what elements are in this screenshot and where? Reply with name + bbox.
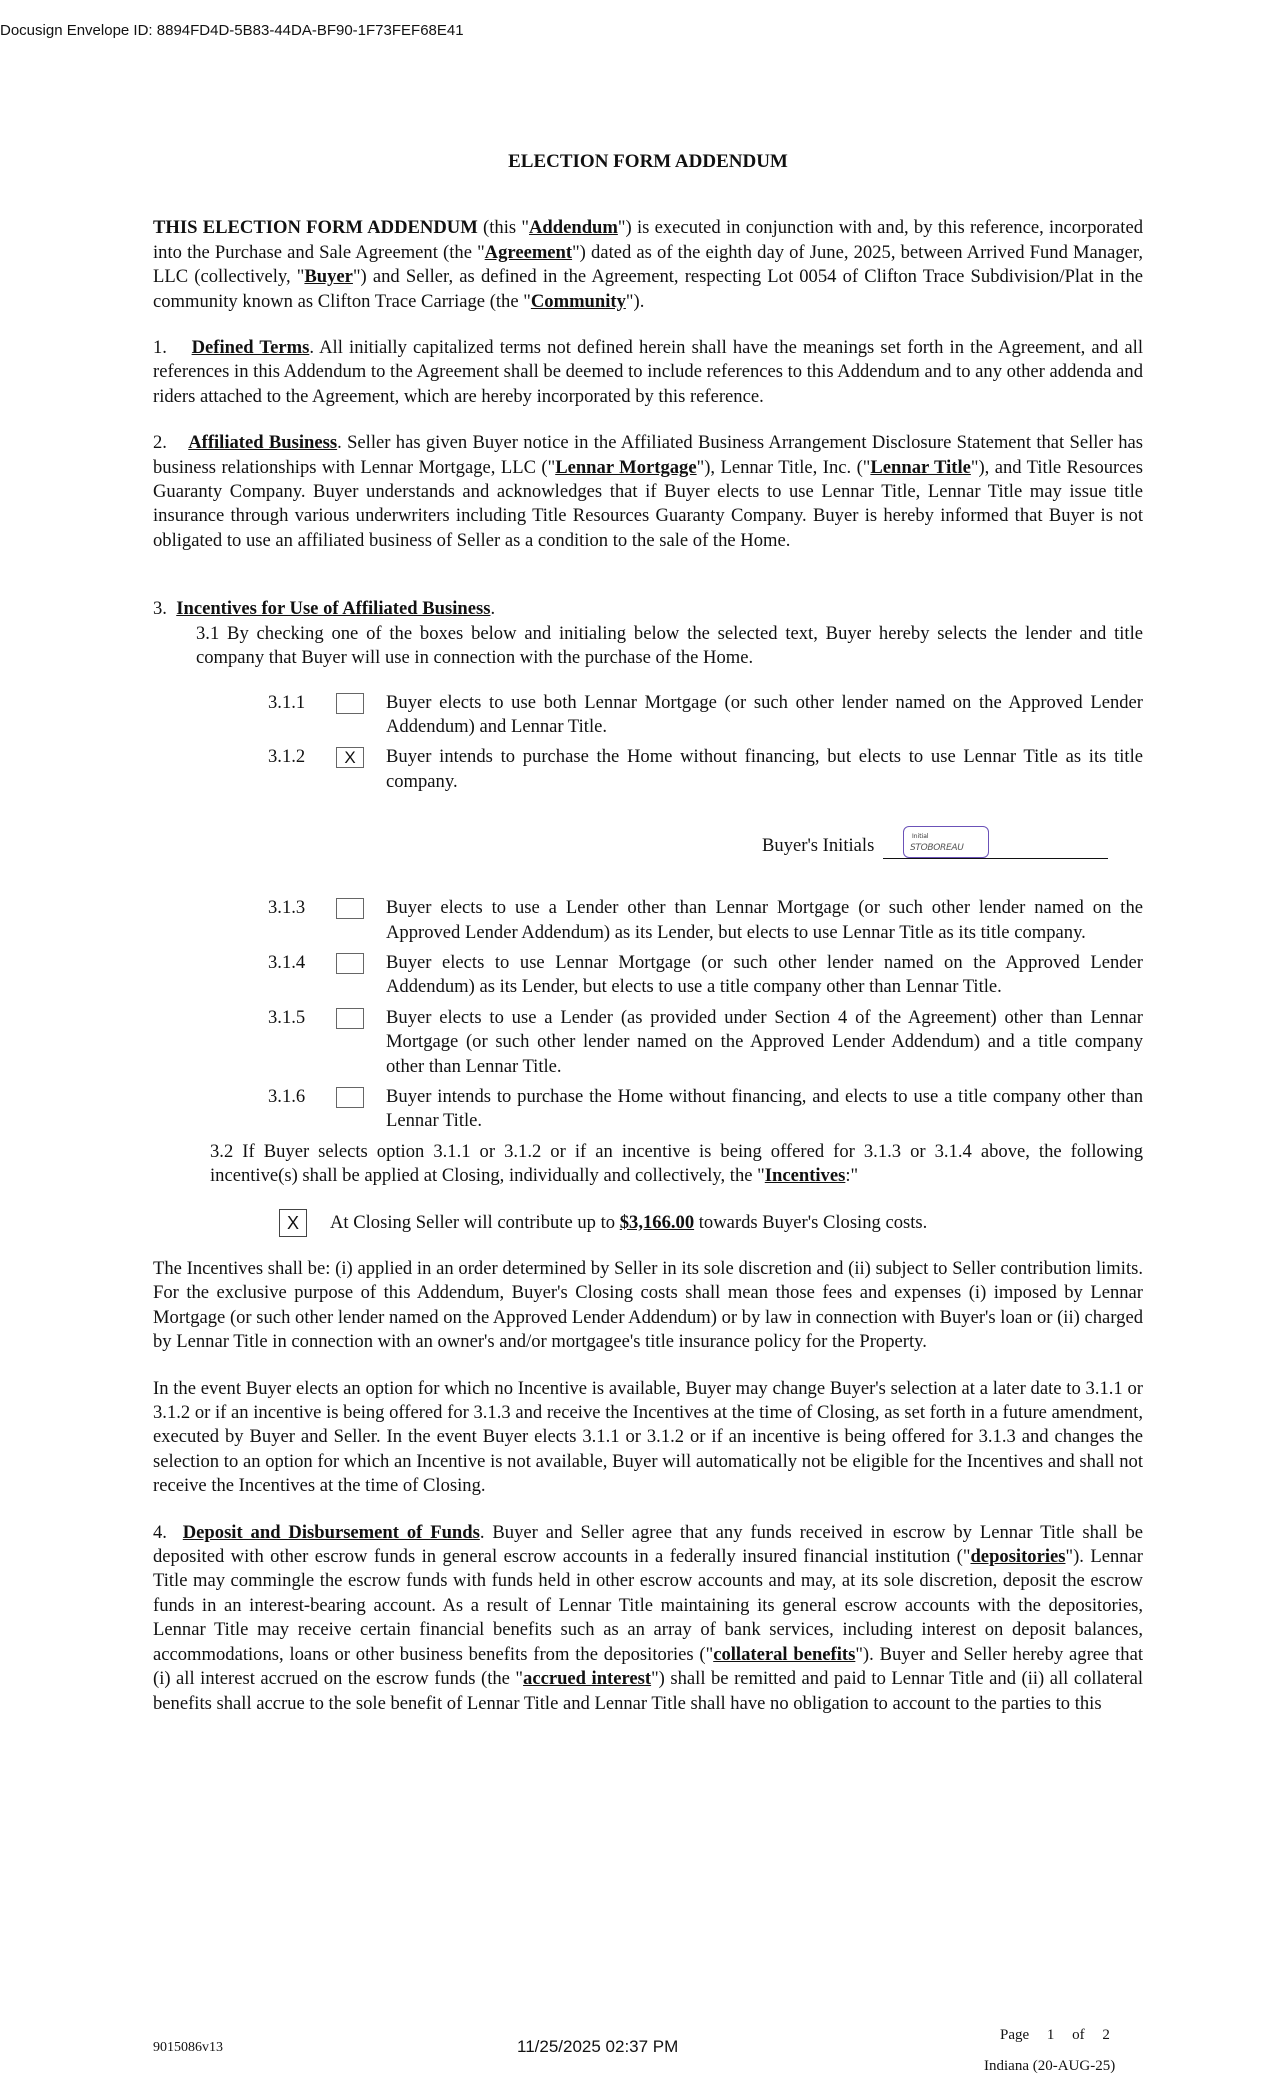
intro-lead: THIS ELECTION FORM ADDENDUM bbox=[153, 217, 478, 239]
option-number: 3.1.5 bbox=[268, 1006, 306, 1028]
incentive-row bbox=[153, 1211, 1143, 1235]
section-4 bbox=[153, 1521, 1143, 1716]
section-heading: Deposit and Disbursement of Funds bbox=[182, 1521, 480, 1543]
incentive-amount: $3,166.00 bbox=[619, 1211, 695, 1233]
option-number: 3.1.2 bbox=[268, 746, 306, 768]
envelope-id: Docusign Envelope ID: 8894FD4D-5B83-44DA-BF90-1F73FEF68E41 bbox=[0, 22, 464, 39]
option-number: 3.1.4 bbox=[268, 951, 306, 973]
option-3-1-1 bbox=[153, 691, 1143, 740]
term-accrued-interest: accrued interest bbox=[523, 1668, 652, 1690]
page-title: ELECTION FORM ADDENDUM bbox=[508, 151, 788, 172]
intro-paragraph bbox=[153, 216, 1143, 314]
term-agreement: Agreement bbox=[484, 241, 573, 263]
option-3-1-4 bbox=[153, 951, 1143, 1000]
page-total: 2 bbox=[1102, 2027, 1110, 2043]
initials-signature-box[interactable] bbox=[903, 826, 989, 858]
option-text: Buyer elects to use both Lennar Mortgage (or such other lender named on the Approved Lender Addendum) and Lennar Title. bbox=[386, 691, 1143, 737]
paragraph-text: :" bbox=[845, 1165, 859, 1187]
option-text: Buyer elects to use a Lender other than Lennar Mortgage (or such other lender named on the Approved Lender Addendum) as its Lender, but elects to use Lennar Title as its title company. bbox=[386, 897, 1143, 943]
incentive-checkbox[interactable]: X bbox=[279, 1209, 307, 1237]
term-addendum: Addendum bbox=[529, 217, 618, 239]
option-3-1-6 bbox=[153, 1085, 1143, 1134]
option-text: Buyer intends to purchase the Home without financing, and elects to use a title company other than Lennar Title. bbox=[386, 1085, 1143, 1132]
term-depositories: depositories bbox=[970, 1546, 1066, 1568]
section-text: ") shall be remitted and paid to Lennar Title and (ii) all collateral benefits shall accrue to the sole benefit of Lennar Title and Lennar Title shall have no obligation to account to the parties to this bbox=[153, 1668, 1144, 1714]
section-2 bbox=[153, 431, 1143, 553]
of-label: of bbox=[1072, 2027, 1085, 2043]
incentive-text: towards Buyer's Closing costs. bbox=[694, 1211, 928, 1233]
event-paragraph: In the event Buyer elects an option for which no Incentive is available, Buyer may change Buyer's selection at a later date to 3.1.1 or 3.1.2 or if an incentive is being offered for 3.1.3 and receive the Incentives at the time of Closing, as set forth in a future amendment, executed by Buyer and Seller. In the event Buyer elects 3.1.1 or 3.1.2 or if an incentive is being offered for 3.1.3 and changes the selection to an option for which an Incentive is not available, Buyer will automatically not be eligible for the Incentives and shall not receive the Incentives at the time of Closing. bbox=[153, 1377, 1143, 1497]
term-lennar-title: Lennar Title bbox=[870, 456, 971, 478]
section-text: . bbox=[490, 598, 496, 620]
paragraph-3-1: 3.1 By checking one of the boxes below and initialing below the selected text, Buyer hereby selects the lender and title company that Buyer will use in connection with the purchase of the Home. bbox=[196, 622, 1143, 669]
term-buyer: Buyer bbox=[304, 266, 353, 288]
doc-code: 9015086v13 bbox=[153, 2040, 223, 2055]
term-lennar-mortgage: Lennar Mortgage bbox=[555, 456, 697, 478]
section-text: "). Lennar Title may commingle the escrow funds with funds held in other escrow accounts and may, at its sole discretion, deposit the escrow funds in an interest-bearing account. As a result of Lennar Title maintaining its general escrow accounts with the depositories, Lennar Title may receive certain financial benefits such as an array of bank services, including interest on deposit balances, accommodations, loans or other business benefits from the depositories (" bbox=[153, 1546, 1144, 1665]
section-number: 1. bbox=[153, 337, 167, 359]
intro-text: ") is executed in conjunction with and, by this reference, incorporated into the Purchase and Sale Agreement (the " bbox=[153, 217, 1143, 263]
option-3-1-2 bbox=[153, 745, 1143, 794]
intro-text: ") and Seller, as defined in the Agreement, respecting Lot 0054 of Clifton Trace Subdivision/Plat in the community known as Clifton Trace Carriage (the " bbox=[153, 266, 1143, 312]
buyers-initials-label: Buyer's Initials bbox=[762, 835, 875, 857]
section-text: "), Lennar Title, Inc. (" bbox=[696, 456, 871, 478]
buyers-initials-row bbox=[153, 834, 1143, 874]
incentives-paragraph: The Incentives shall be: (i) applied in an order determined by Seller in its sole discretion and (ii) subject to Seller contribution limits. For the exclusive purpose of this Addendum, Buyer's Closing costs shall mean those fees and expenses (i) imposed by Lennar Mortgage (or such other lender named on the Approved Lender Addendum) or by law in connection with Buyer's loan or (ii) charged by Lennar Title in connection with an owner's and/or mortgagee's title insurance policy for the Property. bbox=[153, 1258, 1143, 1353]
option-number: 3.1.3 bbox=[268, 897, 306, 919]
option-text: Buyer elects to use a Lender (as provided under Section 4 of the Agreement) other than Lennar Mortgage (or such other lender named on the Approved Lender Addendum) and a title company other than Lennar Title. bbox=[386, 1006, 1143, 1077]
option-3-1-3 bbox=[153, 896, 1143, 945]
intro-text: "). bbox=[625, 290, 645, 312]
section-text: . All initially capitalized terms not defined herein shall have the meanings set forth in the Agreement, and all references in this Addendum to the Agreement shall be deemed to include references to this Addendum and to any other addenda and riders attached to the Agreement, which are hereby incorporated by this reference. bbox=[153, 337, 1144, 407]
section-heading: Incentives for Use of Affiliated Business bbox=[176, 598, 491, 620]
document-body bbox=[153, 150, 1143, 1716]
paragraph-3-2 bbox=[153, 1140, 1143, 1189]
option-text: Buyer intends to purchase the Home without financing, but elects to use Lennar Title as its title company. bbox=[386, 746, 1143, 792]
option-checkbox[interactable] bbox=[336, 1087, 364, 1108]
section-text: "). Buyer and Seller hereby agree that (i) all interest accrued on the escrow funds (the " bbox=[153, 1643, 1143, 1690]
intro-text: (this " bbox=[477, 217, 529, 239]
page-number: 1 bbox=[1046, 2027, 1055, 2043]
section-3-heading bbox=[153, 597, 1143, 621]
timestamp: 11/25/2025 02:37 PM bbox=[517, 2037, 679, 2056]
intro-text: ") dated as of the eighth day of June, 2025, between Arrived Fund Manager, LLC (collectively, " bbox=[153, 241, 1143, 288]
option-checkbox[interactable] bbox=[336, 898, 364, 919]
section-text: "), and Title Resources Guaranty Company. Buyer understands and acknowledges that if Buyer elects to use Lennar Title, Lennar Title may issue title insurance through various underwriters including Title Resources Guaranty Company. Buyer is hereby informed that Buyer is not obligated to use an affiliated business of Seller as a condition to the sale of the Home. bbox=[153, 456, 1143, 551]
option-3-1-5 bbox=[153, 1006, 1143, 1079]
initials-line bbox=[883, 832, 1108, 859]
page-label: Page bbox=[1000, 2027, 1030, 2043]
option-checkbox[interactable]: X bbox=[336, 747, 364, 768]
section-text: . Buyer and Seller agree that any funds received in escrow by Lennar Title shall be deposited with other escrow funds in general escrow accounts in a federally insured financial institution (" bbox=[153, 1521, 1143, 1568]
incentive-text: At Closing Seller will contribute up to bbox=[330, 1211, 620, 1233]
section-1 bbox=[153, 336, 1143, 409]
state-version: Indiana (20-AUG-25) bbox=[984, 2058, 1116, 2074]
initials-tag: Initial bbox=[911, 832, 929, 840]
option-checkbox[interactable] bbox=[336, 693, 364, 714]
initials-value: STOBOREAU bbox=[909, 842, 964, 853]
term-community: Community bbox=[530, 290, 626, 312]
section-number: 2. bbox=[153, 432, 167, 454]
section-text: . Seller has given Buyer notice in the Affiliated Business Arrangement Disclosure Statement that Seller has business relationships with Lennar Mortgage, LLC (" bbox=[153, 432, 1143, 478]
page-indicator bbox=[1000, 2027, 1110, 2044]
option-checkbox[interactable] bbox=[336, 953, 364, 974]
term-incentives: Incentives bbox=[764, 1165, 846, 1187]
section-heading: Affiliated Business bbox=[188, 432, 338, 454]
section-heading: Defined Terms bbox=[191, 337, 310, 359]
paragraph-text: 3.2 If Buyer selects option 3.1.1 or 3.1.2 or if an incentive is being offered for 3.1.3 or 3.1.4 above, the following incentive(s) shall be applied at Closing, individually and collectively, the " bbox=[210, 1140, 1143, 1187]
section-number: 4. bbox=[153, 1521, 167, 1543]
option-number: 3.1.6 bbox=[268, 1085, 306, 1107]
option-checkbox[interactable] bbox=[336, 1008, 364, 1029]
section-number: 3. bbox=[153, 598, 167, 620]
term-collateral-benefits: collateral benefits bbox=[713, 1643, 856, 1665]
option-text: Buyer elects to use Lennar Mortgage (or such other lender named on the Approved Lender Addendum) as its Lender, but elects to use a title company other than Lennar Title. bbox=[386, 951, 1143, 998]
option-number: 3.1.1 bbox=[268, 691, 306, 713]
